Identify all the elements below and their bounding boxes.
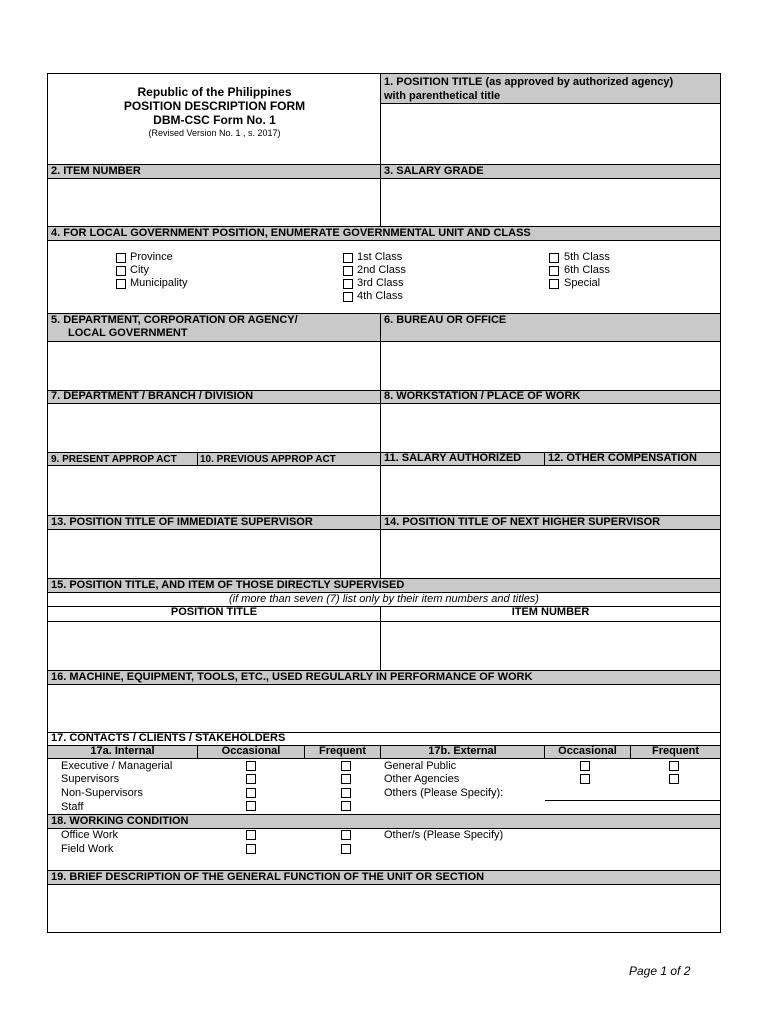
item-number-field[interactable] xyxy=(48,179,380,226)
municipality-label: Municipality xyxy=(130,277,188,289)
executive-occasional-checkbox[interactable] xyxy=(246,761,256,771)
revision-label: (Revised Version No. 1 , s. 2017) xyxy=(148,128,281,138)
next-supervisor-field[interactable] xyxy=(381,530,720,578)
section-16-header: 16. MACHINE, EQUIPMENT, TOOLS, ETC., USED REGULARLY IN PERFORMANCE OF WORK xyxy=(51,671,533,683)
position-description-form xyxy=(47,73,721,933)
approp-act-field[interactable] xyxy=(48,466,380,515)
class-1st-label: 1st Class xyxy=(357,251,403,263)
province-checkbox[interactable] xyxy=(116,253,126,263)
nonsupervisors-frequent-checkbox[interactable] xyxy=(341,788,351,798)
section-8-header: 8. WORKSTATION / PLACE OF WORK xyxy=(384,390,581,402)
department-field[interactable] xyxy=(48,342,380,390)
section-9-header: 9. PRESENT APPROP ACT xyxy=(51,454,177,465)
city-label: City xyxy=(130,264,149,276)
republic-label: Republic of the Philippines xyxy=(137,85,292,99)
contact-nonsupervisors-label: Non-Supervisors xyxy=(61,787,143,799)
section-18-header: 18. WORKING CONDITION xyxy=(51,815,189,827)
section-4-header: 4. FOR LOCAL GOVERNMENT POSITION, ENUMERATE GOVERNMENTAL UNIT AND CLASS xyxy=(51,227,531,239)
class-4th-checkbox[interactable] xyxy=(343,292,353,302)
class-5th-checkbox[interactable] xyxy=(549,253,559,263)
others-specify-line[interactable] xyxy=(545,800,720,801)
class-5th-label: 5th Class xyxy=(564,251,610,263)
section-14-header: 14. POSITION TITLE OF NEXT HIGHER SUPERVISOR xyxy=(384,516,661,528)
general-function-field[interactable] xyxy=(48,885,720,932)
machines-field[interactable] xyxy=(48,685,720,732)
section-17-header: 17. CONTACTS / CLIENTS / STAKEHOLDERS xyxy=(51,732,286,744)
class-4th-label: 4th Class xyxy=(357,290,403,302)
office-work-occasional-checkbox[interactable] xyxy=(246,830,256,840)
external-frequent-header: Frequent xyxy=(651,745,700,757)
bureau-field[interactable] xyxy=(381,342,720,390)
workstation-field[interactable] xyxy=(381,404,720,452)
section-15-header: 15. POSITION TITLE, AND ITEM OF THOSE DIRECTLY SUPERVISED xyxy=(51,579,405,591)
section-11-header: 11. SALARY AUTHORIZED xyxy=(384,452,522,464)
division-field[interactable] xyxy=(48,404,380,452)
form-header xyxy=(48,85,381,139)
section-10-header: 10. PREVIOUS APPROP ACT xyxy=(200,454,336,465)
contact-general-public-label: General Public xyxy=(384,760,457,772)
position-title-column-header: POSITION TITLE xyxy=(170,606,258,618)
class-2nd-checkbox[interactable] xyxy=(343,266,353,276)
external-occasional-header: Occasional xyxy=(558,745,617,757)
position-title-field[interactable] xyxy=(381,104,720,164)
field-work-label: Field Work xyxy=(61,843,114,855)
field-work-occasional-checkbox[interactable] xyxy=(246,844,256,854)
general-public-frequent-checkbox[interactable] xyxy=(669,761,679,771)
supervisors-occasional-checkbox[interactable] xyxy=(246,774,256,784)
contact-supervisors-label: Supervisors xyxy=(61,773,120,785)
working-other-label: Other/s (Please Specify) xyxy=(384,829,504,841)
staff-occasional-checkbox[interactable] xyxy=(246,801,256,811)
page-number: Page 1 of 2 xyxy=(629,964,691,978)
section-13-header: 13. POSITION TITLE OF IMMEDIATE SUPERVISOR xyxy=(51,516,313,528)
section-5-header: 5. DEPARTMENT, CORPORATION OR AGENCY/ LOCAL GOVERNMENT xyxy=(51,314,298,339)
municipality-checkbox[interactable] xyxy=(116,279,126,289)
nonsupervisors-occasional-checkbox[interactable] xyxy=(246,788,256,798)
section-6-header: 6. BUREAU OR OFFICE xyxy=(384,314,507,326)
supervisors-frequent-checkbox[interactable] xyxy=(341,774,351,784)
class-3rd-label: 3rd Class xyxy=(357,277,404,289)
immediate-supervisor-field[interactable] xyxy=(48,530,380,578)
supervised-item-field[interactable] xyxy=(381,622,720,670)
form-name: POSITION DESCRIPTION FORM xyxy=(123,99,306,113)
field-work-frequent-checkbox[interactable] xyxy=(341,844,351,854)
city-checkbox[interactable] xyxy=(116,266,126,276)
executive-frequent-checkbox[interactable] xyxy=(341,761,351,771)
contact-staff-label: Staff xyxy=(61,801,84,813)
section-1-header: 1. POSITION TITLE (as approved by authorized agency) with parenthetical title xyxy=(384,76,674,102)
internal-header: 17a. Internal xyxy=(90,745,155,757)
other-agencies-occasional-checkbox[interactable] xyxy=(580,774,590,784)
section-7-header: 7. DEPARTMENT / BRANCH / DIVISION xyxy=(51,390,254,402)
contact-others-label: Others (Please Specify): xyxy=(384,787,504,799)
general-public-occasional-checkbox[interactable] xyxy=(580,761,590,771)
other-agencies-frequent-checkbox[interactable] xyxy=(669,774,679,784)
class-6th-label: 6th Class xyxy=(564,264,610,276)
section-19-header: 19. BRIEF DESCRIPTION OF THE GENERAL FUNCTION OF THE UNIT OR SECTION xyxy=(51,871,485,883)
external-header: 17b. External xyxy=(428,745,497,757)
office-work-frequent-checkbox[interactable] xyxy=(341,830,351,840)
contact-executive-label: Executive / Managerial xyxy=(61,760,173,772)
item-number-column-header: ITEM NUMBER xyxy=(511,606,590,618)
office-work-label: Office Work xyxy=(61,829,119,841)
class-1st-checkbox[interactable] xyxy=(343,253,353,263)
section-15-note: (if more than seven (7) list only by their item numbers and titles) xyxy=(229,593,539,605)
class-special-checkbox[interactable] xyxy=(549,279,559,289)
salary-grade-field[interactable] xyxy=(381,179,720,226)
supervised-title-field[interactable] xyxy=(48,622,380,670)
class-special-label: Special xyxy=(564,277,601,289)
section-12-header: 12. OTHER COMPENSATION xyxy=(548,452,697,464)
form-number: DBM-CSC Form No. 1 xyxy=(153,113,276,127)
class-6th-checkbox[interactable] xyxy=(549,266,559,276)
salary-authorized-field[interactable] xyxy=(381,466,720,515)
internal-frequent-header: Frequent xyxy=(318,745,367,757)
section-3-header: 3. SALARY GRADE xyxy=(384,165,484,177)
staff-frequent-checkbox[interactable] xyxy=(341,801,351,811)
class-2nd-label: 2nd Class xyxy=(357,264,406,276)
class-3rd-checkbox[interactable] xyxy=(343,279,353,289)
internal-occasional-header: Occasional xyxy=(221,745,281,757)
section-2-header: 2. ITEM NUMBER xyxy=(51,165,141,177)
contact-other-agencies-label: Other Agencies xyxy=(384,773,460,785)
province-label: Province xyxy=(130,251,173,263)
